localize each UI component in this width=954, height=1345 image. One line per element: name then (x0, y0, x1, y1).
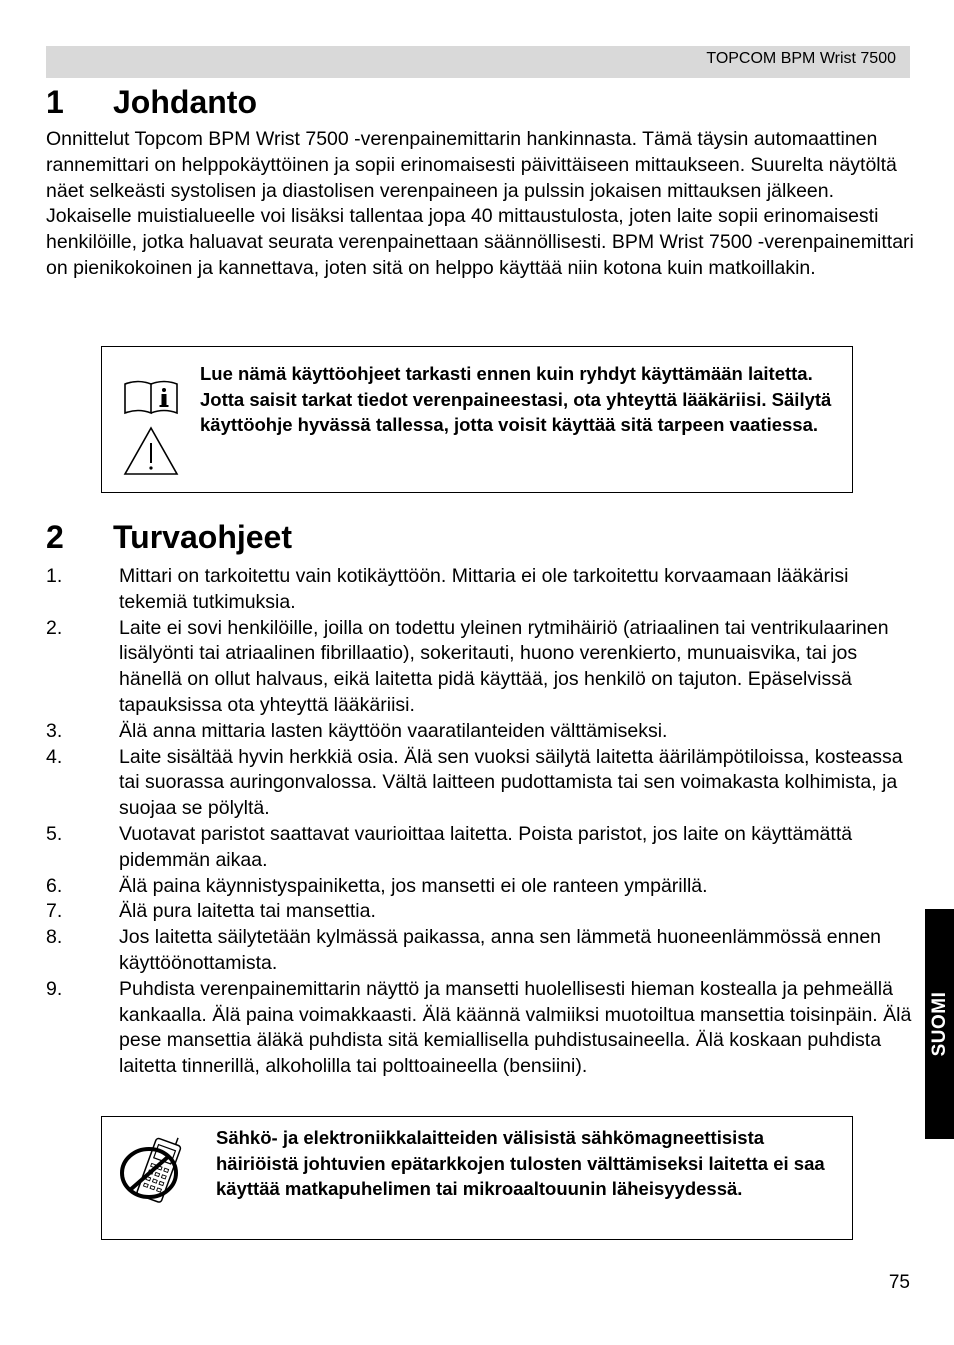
list-item-number: 1. (46, 565, 63, 587)
safety-list (46, 564, 916, 1080)
list-item (46, 719, 916, 745)
list-item-text: Laite ei sovi henkilöille, joilla on todettu yleinen rytmihäiriö (atriaalinen tai ventrikulaarinen lisälyönti tai atriaalinen fibrillaatio), sokeritauti, huono verenkierto, munuaisvika, tai jos hänellä on ollut halvaus, eikä laitetta pidä käyttää, jos henkilö on tajuton. Epäselvissä tapauksissa ota yhteyttä lääkäriisi. (119, 616, 889, 716)
notice-2-text: Sähkö- ja elektroniikkalaitteiden välisistä sähkömagneettisista häiriöistä johtuvien epätarkkojen tulosten välttämiseksi laitetta ei saa käyttää matkapuhelimen tai mikroaaltouunin läheisyydessä. (216, 1127, 825, 1200)
emi-notice (101, 1116, 853, 1240)
list-item-text: Vuotavat paristot saattavat vaurioittaa laitetta. Poista paristot, jos laite on käyttämättä pidemmän aikaa. (119, 822, 853, 871)
list-item-text: Jos laitetta säilytetään kylmässä paikassa, anna sen lämmetä huoneenlämmössä ennen käyttöönottamista. (119, 926, 882, 974)
list-item-text: Laite sisältää hyvin herkkiä osia. Älä sen vuoksi säilytä laitetta äärilämpötiloissa, kosteassa tai suorassa auringonvalossa. Vältä laitteen pudottamista tai sen voimakasta kolhimista, ja suojaa se pölyltä. (119, 745, 903, 820)
list-item (46, 899, 916, 925)
book-info-icon (122, 375, 180, 417)
list-item (46, 874, 916, 900)
warning-triangle-icon (122, 425, 180, 477)
section-1-number: 1 (46, 84, 64, 120)
language-tab (925, 909, 954, 1139)
list-item-text: Älä anna mittaria lasten käyttöön vaaratilanteiden välttämiseksi. (119, 719, 668, 742)
list-item-number: 7. (46, 900, 63, 923)
list-item (46, 822, 916, 874)
section-2-title: Turvaohjeet (113, 519, 292, 555)
header-title: TOPCOM BPM Wrist 7500 (706, 50, 896, 67)
running-header (46, 46, 910, 78)
page-number: 75 (888, 1272, 910, 1293)
no-mobile-phone-icon (116, 1133, 198, 1207)
section-1-title: Johdanto (113, 84, 257, 120)
list-item-text: Mittari on tarkoitettu vain kotikäyttöön. Mittaria ei ole tarkoitettu korvaamaan lääkärisi tekemiä tutkimuksia. (119, 565, 849, 613)
list-item-text: Älä pura laitetta tai mansettia. (119, 900, 376, 923)
section-2-number: 2 (46, 519, 64, 555)
list-item (46, 745, 916, 822)
section-2-heading (46, 519, 292, 556)
list-item (46, 564, 916, 616)
list-item-text: Puhdista verenpainemittarin näyttö ja mansetti huolellisesti hieman kostealla ja pehmeällä kankaalla. Älä paina voimakkaasti. Älä käännä valmiiksi muotoiltua mansettia toisinpäin. Älä pese mansettia äläkä puhdista sitä kemiallisella puhdistusaineella. Älä koskaan puhdista laitetta tinnerillä, alkoholilla tai polttoaineella (bensiini). (119, 977, 912, 1078)
read-instructions-notice (101, 346, 853, 493)
list-item-text: Älä paina käynnistyspainiketta, jos mansetti ei ole ranteen ympärillä. (119, 874, 708, 897)
intro-paragraph-2: Jokaiselle muistialueelle voi lisäksi tallentaa jopa 40 mittaustulosta, joten laite sopii erinomaisesti henkilöille, jotka haluavat seurata verenpainettaan säännöllisesti. BPM Wrist 7500 -verenpainemittari on pienikokoinen ja kannettava, joten sitä on helppo käyttää niin kotona kuin matkoillakin. (46, 205, 914, 279)
list-item-number: 9. (46, 977, 63, 1000)
section-1-heading (46, 84, 257, 121)
intro-text (46, 127, 916, 282)
list-item-number: 2. (46, 616, 63, 639)
language-tab-label: SUOMI (928, 991, 950, 1057)
list-item-number: 4. (46, 745, 63, 768)
notice-1-text: Lue nämä käyttöohjeet tarkasti ennen kuin ryhdyt käyttämään laitetta. Jotta saisit tarkat tiedot verenpaineestasi, ota yhteyttä lääkäriisi. Säilytä käyttöohje hyvässä tallessa, jotta voisit käyttää sitä tarpeen vaatiessa. (200, 363, 832, 436)
list-item-number: 3. (46, 719, 63, 742)
list-item-number: 6. (46, 874, 63, 897)
list-item (46, 925, 916, 977)
list-item-number: 8. (46, 926, 63, 949)
intro-paragraph-1: Onnittelut Topcom BPM Wrist 7500 -verenpainemittarin hankinnasta. Tämä täysin automaattinen rannemittari on helppokäyttöinen ja sopii erinomaisesti päivittäiseen mittaukseen. Suurelta näytöltä näet selkeästi systolisen ja diastolisen verenpaineen ja pulssin jokaisen mittauksen jälkeen. (46, 128, 897, 202)
list-item (46, 616, 916, 719)
list-item (46, 977, 916, 1080)
list-item-number: 5. (46, 822, 63, 845)
